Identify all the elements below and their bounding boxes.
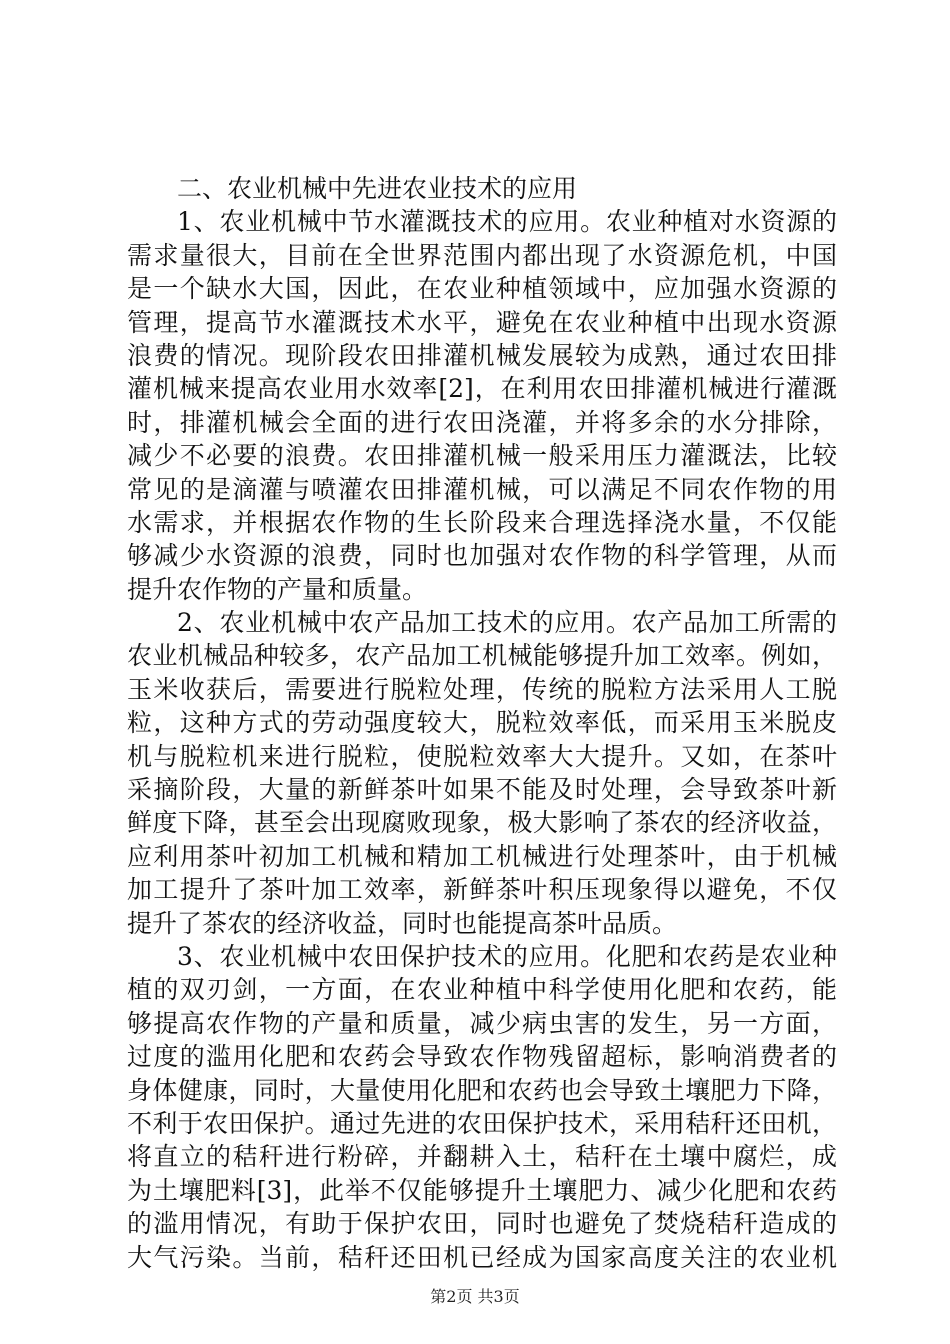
paragraph-line: 农业机械品种较多，农产品加工机械能够提升加工效率。例如， [127, 641, 837, 671]
paragraph-line: 玉米收获后，需要进行脱粒处理，传统的脱粒方法采用人工脱 [127, 674, 837, 704]
paragraph-line: 植的双刃剑，一方面，在农业种植中科学使用化肥和农药，能 [127, 975, 837, 1005]
paragraph-line: 加工提升了茶叶加工效率，新鲜茶叶积压现象得以避免，不仅 [127, 875, 837, 905]
paragraph-line: 水需求，并根据农作物的生长阶段来合理选择浇水量，不仅能 [127, 507, 837, 537]
paragraph-line: 应利用茶叶初加工机械和精加工机械进行处理茶叶，由于机械 [127, 841, 837, 871]
paragraph-line: 常见的是滴灌与喷灌农田排灌机械，可以满足不同农作物的用 [127, 474, 837, 504]
paragraph-line: 鲜度下降，甚至会出现腐败现象，极大影响了茶农的经济收益， [127, 808, 837, 838]
paragraph [127, 606, 837, 940]
paragraph-line: 够减少水资源的浪费，同时也加强对农作物的科学管理，从而 [127, 541, 837, 571]
paragraph-line: 机与脱粒机来进行脱粒，使脱粒效率大大提升。又如，在茶叶 [127, 741, 837, 771]
paragraph-line: 大气污染。当前，秸秆还田机已经成为国家高度关注的农业机 [127, 1242, 837, 1272]
paragraph-line: 身体健康，同时，大量使用化肥和农药也会导致土壤肥力下降， [127, 1075, 837, 1105]
paragraph [127, 940, 837, 1274]
paragraph-line: 是一个缺水大国，因此，在农业种植领域中，应加强水资源的 [127, 274, 837, 304]
paragraph-line: 管理，提高节水灌溉技术水平，避免在农业种植中出现水资源 [127, 307, 837, 337]
paragraph-line: 粒，这种方式的劳动强度较大，脱粒效率低，而采用玉米脱皮 [127, 708, 837, 738]
document-body [127, 172, 837, 1274]
paragraph-line: 为土壤肥料[3]，此举不仅能够提升土壤肥力、减少化肥和农药 [127, 1175, 837, 1205]
paragraph-line: 够提高农作物的产量和质量，减少病虫害的发生，另一方面， [127, 1008, 837, 1038]
paragraph-line: 1、农业机械中节水灌溉技术的应用。农业种植对水资源的 [177, 207, 837, 237]
page-footer: 第2页 共3页 [430, 1287, 520, 1306]
paragraph-line: 提升农作物的产量和质量。 [127, 574, 428, 604]
paragraph-line: 采摘阶段，大量的新鲜茶叶如果不能及时处理，会导致茶叶新 [127, 775, 837, 805]
paragraph-line: 灌机械来提高农业用水效率[2]，在利用农田排灌机械进行灌溉 [127, 374, 837, 404]
paragraph-line: 浪费的情况。现阶段农田排灌机械发展较为成熟，通过农田排 [127, 340, 837, 370]
paragraph-line: 减少不必要的浪费。农田排灌机械一般采用压力灌溉法，比较 [127, 441, 837, 471]
paragraph-line: 3、农业机械中农田保护技术的应用。化肥和农药是农业种 [177, 941, 837, 971]
paragraph-line: 不利于农田保护。通过先进的农田保护技术，采用秸秆还田机， [127, 1108, 837, 1138]
section-heading: 二、农业机械中先进农业技术的应用 [177, 174, 578, 203]
paragraphs [127, 205, 837, 1274]
paragraph-line: 2、农业机械中农产品加工技术的应用。农产品加工所需的 [177, 608, 837, 638]
paragraph-line: 时，排灌机械会全面的进行农田浇灌，并将多余的水分排除， [127, 407, 837, 437]
paragraph-line: 提升了茶农的经济收益，同时也能提高茶叶品质。 [127, 908, 678, 938]
paragraph-line: 需求量很大，目前在全世界范围内都出现了水资源危机，中国 [127, 240, 837, 270]
paragraph-line: 过度的滥用化肥和农药会导致农作物残留超标，影响消费者的 [127, 1042, 837, 1072]
paragraph-line: 将直立的秸秆进行粉碎，并翻耕入土，秸秆在土壤中腐烂，成 [127, 1142, 837, 1172]
paragraph-line: 的滥用情况，有助于保护农田，同时也避免了焚烧秸秆造成的 [127, 1209, 837, 1239]
paragraph [127, 205, 837, 606]
